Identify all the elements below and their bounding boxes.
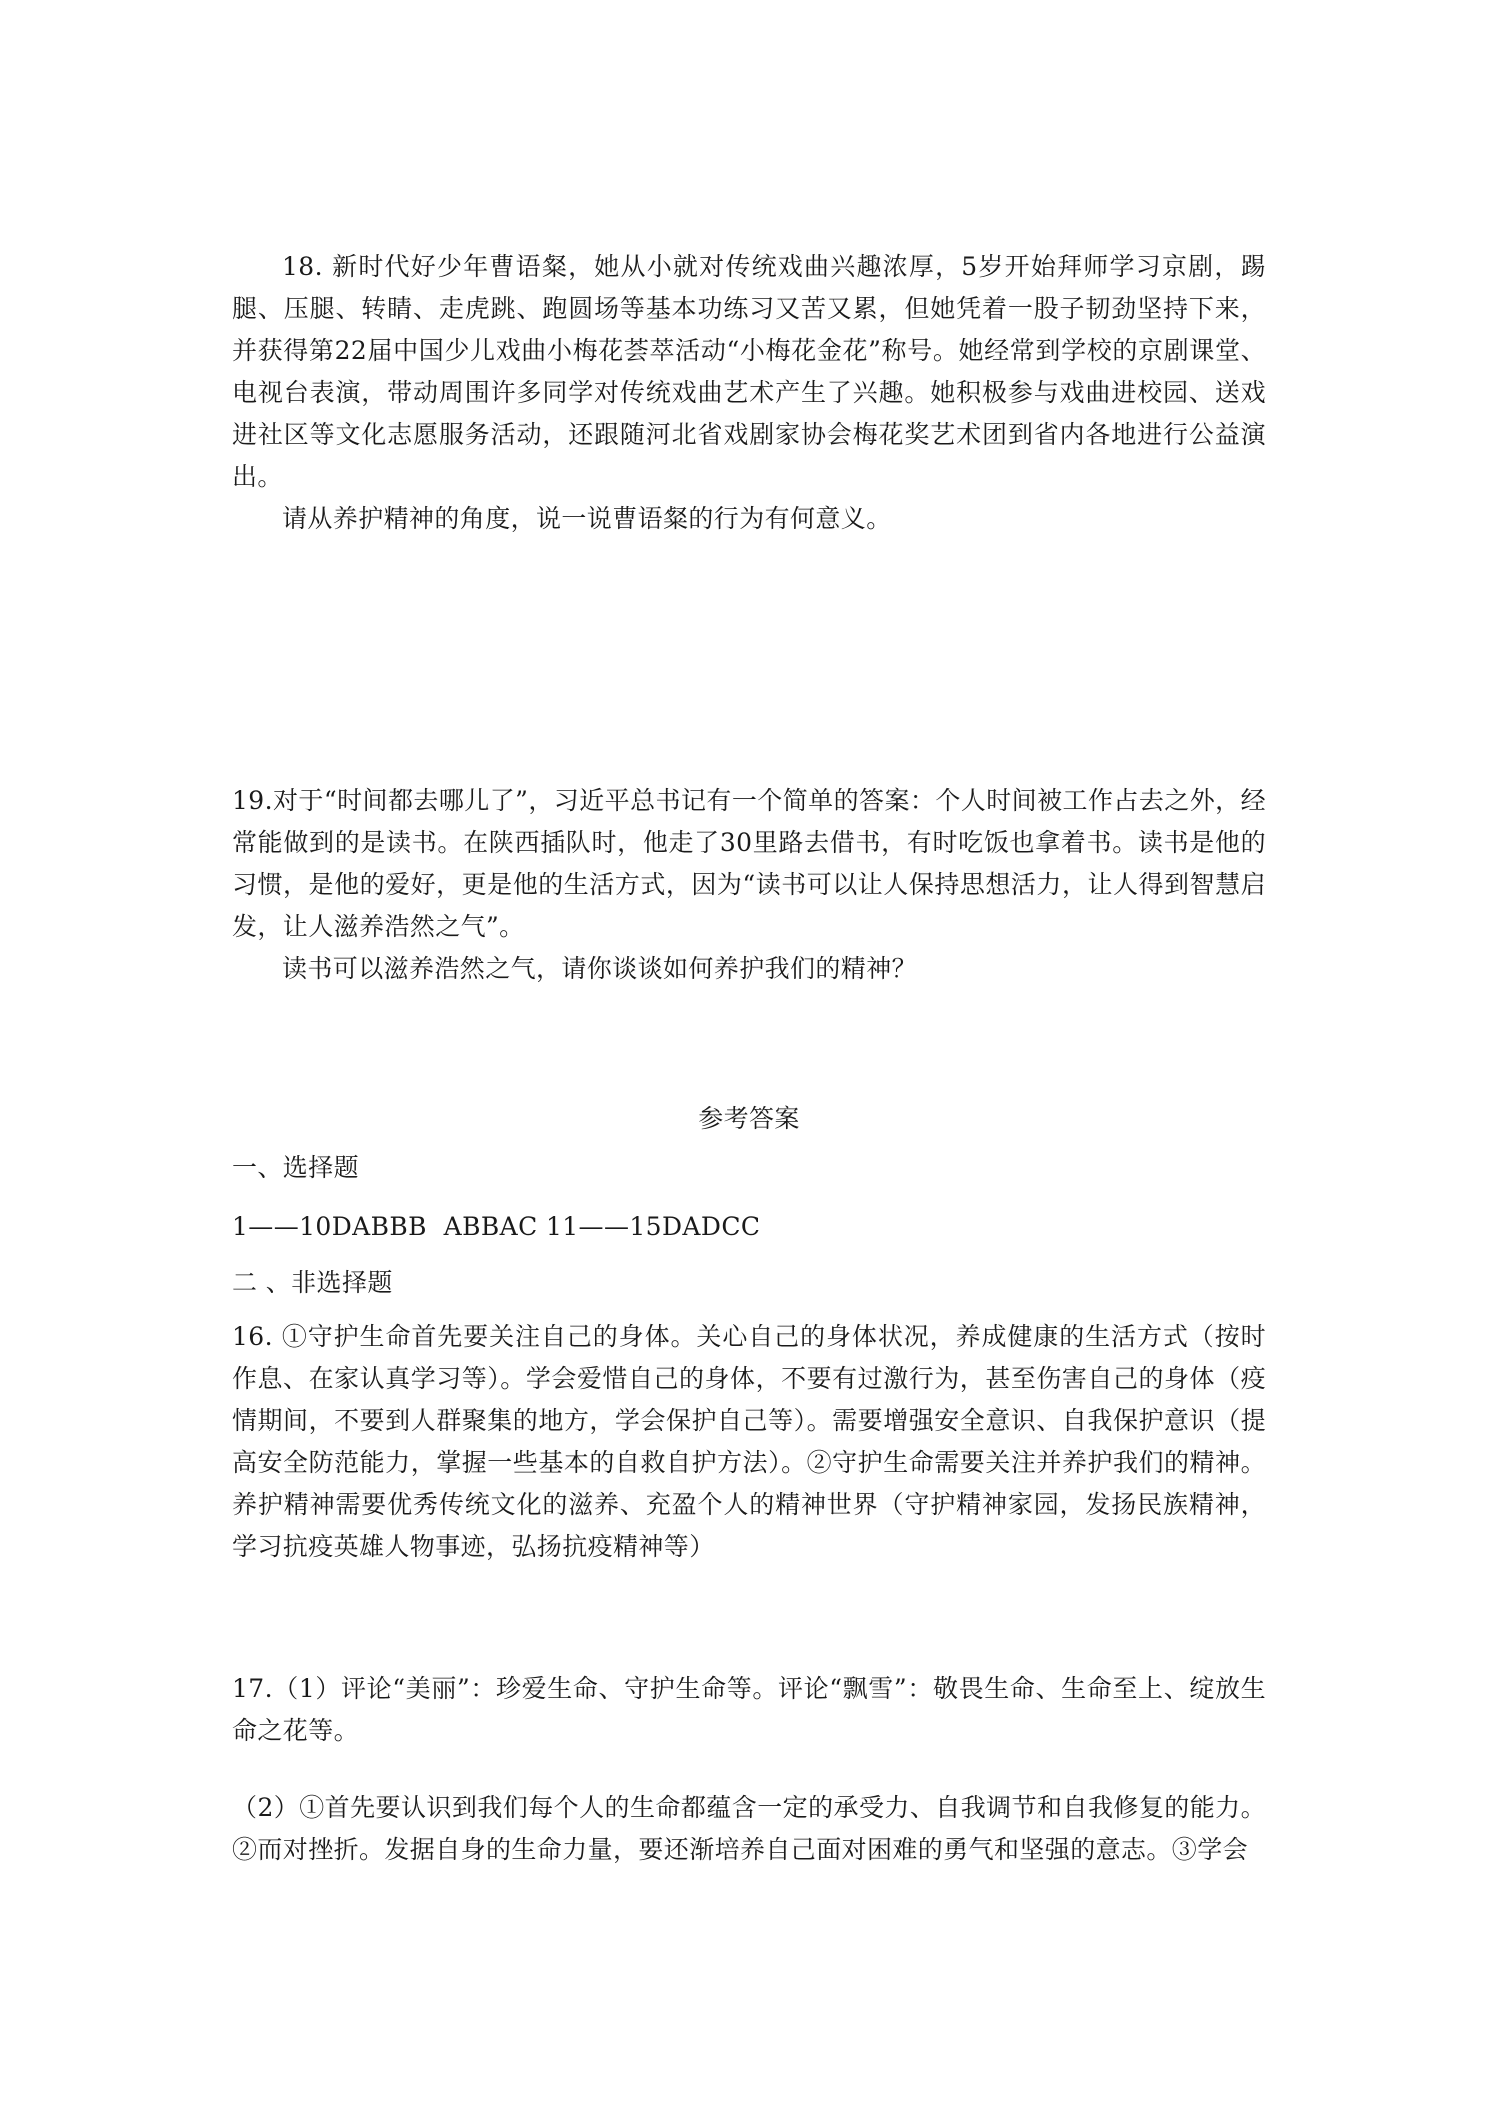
question-19 — [232, 780, 1266, 990]
section-choice-heading: 一、选择题 — [232, 1153, 360, 1182]
answer-17-part-2 — [232, 1787, 1266, 1871]
question-18 — [232, 246, 1266, 540]
question-18-body: 18. 新时代好少年曹语粲，她从小就对传统戏曲兴趣浓厚，5岁开始拜师学习京剧，踢腿、压腿、转睛、走虎跳、跑圆场等基本功练习又苦又累，但她凭着一股子韧劲坚持下来，并获得第22届中国少儿戏曲小梅花荟萃活动“小梅花金花”称号。她经常到学校的京剧课堂、电视台表演，带动周围许多同学对传统戏曲艺术产生了兴趣。她积极参与戏曲进校园、送戏进社区等文化志愿服务活动，还跟随河北省戏剧家协会梅花奖艺术团到省内各地进行公益演出。 — [232, 252, 1266, 491]
question-19-body: 19.对于“时间都去哪儿了”，习近平总书记有一个简单的答案：个人时间被工作占去之外，经常能做到的是读书。在陕西插队时，他走了30里路去借书，有时吃饭也拿着书。读书是他的习惯，是他的爱好，更是他的生活方式，因为“读书可以让人保持思想活力，让人得到智慧启发，让人滋养浩然之气”。 — [232, 786, 1266, 941]
answer-16 — [232, 1316, 1266, 1568]
answer-17-part-2-text: （2）①首先要认识到我们每个人的生命都蕴含一定的承受力、自我调节和自我修复的能力。②而对挫折。发据自身的生命力量，要还渐培养自己面对困难的勇气和坚强的意志。③学会 — [232, 1793, 1266, 1864]
question-18-prompt: 请从养护精神的角度，说一说曹语粲的行为有何意义。 — [282, 504, 892, 533]
question-19-prompt: 读书可以滋养浩然之气，请你谈谈如何养护我们的精神？ — [282, 954, 918, 983]
answer-17-part-1 — [232, 1668, 1266, 1752]
answer-17-part-1-text: 17.（1）评论“美丽”：珍爱生命、守护生命等。评论“飘雪”：敬畏生命、生命至上、绽放生命之花等。 — [232, 1674, 1266, 1745]
section-nonchoice-heading: 二 、非选择题 — [232, 1268, 393, 1297]
choice-answers: 1——10DABBB ABBAC 11——15DADCC — [232, 1212, 761, 1241]
answer-16-text: 16. ①守护生命首先要关注自己的身体。关心自己的身体状况，养成健康的生活方式（按时作息、在家认真学习等）。学会爱惜自己的身体，不要有过激行为，甚至伤害自己的身体（疫情期间，不要到人群聚集的地方，学会保护自己等）。需要增强安全意识、自我保护意识（提高安全防范能力，掌握一些基本的自救自护方法）。②守护生命需要关注并养护我们的精神。养护精神需要优秀传统文化的滋养、充盈个人的精神世界（守护精神家园，发扬民族精神，学习抗疫英雄人物事迹，弘扬抗疫精神等） — [232, 1322, 1266, 1561]
answers-title: 参考答案 — [698, 1104, 800, 1133]
